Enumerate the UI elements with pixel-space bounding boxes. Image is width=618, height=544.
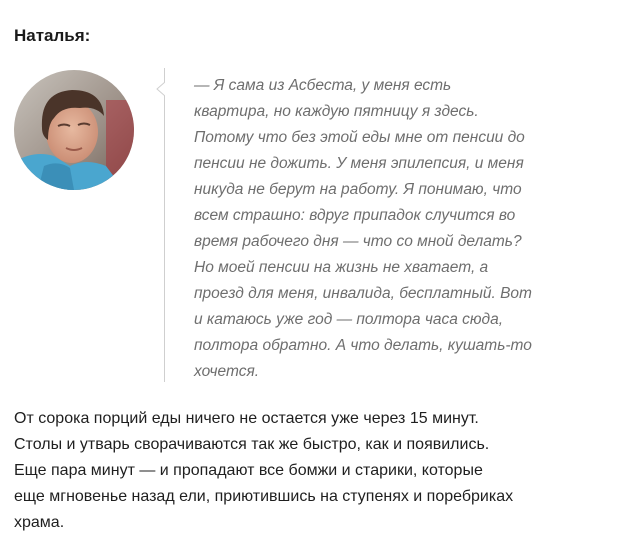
quote-line: — Я сама из Асбеста, у меня есть [194, 77, 452, 94]
article-line: Еще пара минут — и пропадают все бомжи и старики, которые [14, 462, 483, 479]
quote-line: и катаюсь уже год — полтора часа сюда, [194, 311, 504, 328]
quote-line: время рабочего дня — что со мной делать? [194, 233, 522, 250]
article-paragraph [14, 406, 604, 536]
article-line: еще мгновенье назад ели, приютившись на ступенях и поребриках [14, 488, 514, 505]
article-line: храма. [14, 514, 65, 531]
speaker-name: Наталья: [14, 26, 91, 45]
quote-line: пенсии не дожить. У меня эпилепсия, и меня [194, 155, 524, 172]
quote-pointer-icon [156, 82, 165, 96]
speaker-avatar [14, 70, 134, 190]
article-line: Столы и утварь сворачиваются так же быстро, как и появились. [14, 436, 490, 453]
quote-line: проезд для меня, инвалида, бесплатный. Вот [194, 285, 532, 302]
quote-line: Потому что без этой еды мне от пенсии до [194, 129, 525, 146]
quote-line: всем страшно: вдруг припадок случится во [194, 207, 516, 224]
article-line: От сорока порций еды ничего не остается уже через 15 минут. [14, 410, 479, 427]
quote-line: никуда не берут на работу. Я понимаю, что [194, 181, 522, 198]
quote-line: квартира, но каждую пятницу я здесь. [194, 103, 479, 120]
quote-divider [164, 68, 165, 382]
quote-line: хочется. [194, 363, 260, 380]
avatar-photo [14, 70, 134, 190]
quote-line: Но моей пенсии на жизнь не хватает, а [194, 259, 489, 276]
quote-line: полтора обратно. А что делать, кушать-то [194, 337, 532, 354]
speaker-quote [194, 73, 584, 385]
